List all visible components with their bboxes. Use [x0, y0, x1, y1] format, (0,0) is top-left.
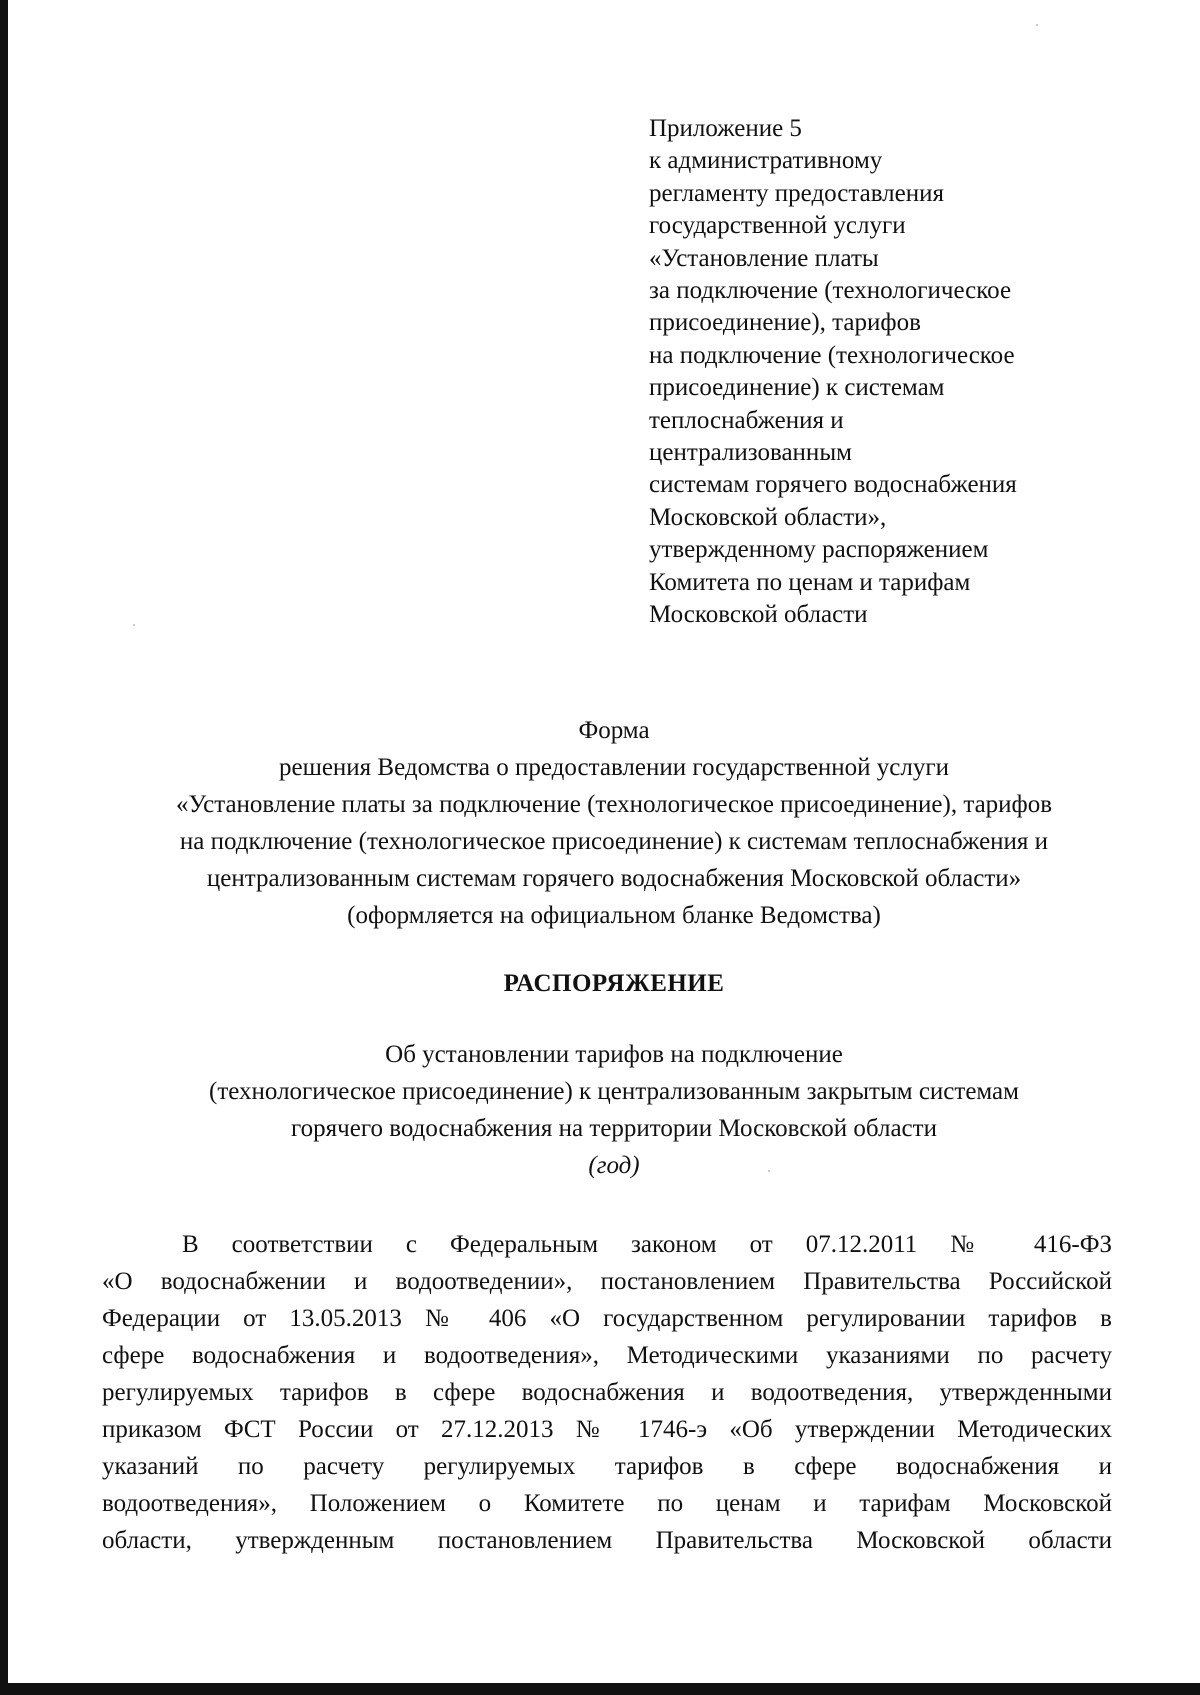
subject-year: (год) — [588, 1152, 640, 1179]
appendix-line: централизованным — [649, 439, 852, 467]
form-line: Форма — [578, 717, 650, 744]
appendix-line: утвержденному распоряжением — [649, 536, 989, 564]
appendix-note — [649, 113, 1109, 632]
scan-speck — [768, 1170, 770, 1172]
form-heading — [68, 712, 1160, 934]
form-line: решения Ведомства о предоставлении государственной услуги — [278, 754, 950, 781]
appendix-line: «Установление платы — [649, 244, 879, 272]
subject-line: горячего водоснабжения на территории Московской области — [291, 1115, 937, 1142]
appendix-line: Комитета по ценам и тарифам — [649, 568, 971, 596]
appendix-line: к административному — [649, 147, 883, 175]
subject-line: (технологическое присоединение) к централизованным закрытым системам — [209, 1078, 1019, 1105]
body-line: водоотведения», Положением о Комитете по ценам и тарифам Московской — [102, 1490, 1112, 1517]
body-line: сфере водоснабжения и водоотведения», Методическими указаниями по расчету — [102, 1342, 1112, 1369]
appendix-line: государственной услуги — [649, 212, 906, 240]
form-line: на подключение (технологическое присоединение) к системам теплоснабжения и — [179, 828, 1049, 855]
appendix-line: Московской области — [649, 601, 868, 629]
appendix-line: Московской области», — [649, 503, 887, 531]
body-line: регулируемых тарифов в сфере водоснабжения и водоотведения, утвержденными — [102, 1379, 1112, 1406]
appendix-line: за подключение (технологическое — [649, 277, 1012, 305]
form-line: (оформляется на официальном бланке Ведомства) — [347, 902, 881, 929]
appendix-line: теплоснабжения и — [649, 406, 844, 434]
form-line: централизованным системам горячего водоснабжения Московской области» — [206, 865, 1022, 892]
body-line: В соответствии с Федеральным законом от 07.12.2011 № 416-ФЗ — [182, 1231, 1112, 1258]
appendix-line: системам горячего водоснабжения — [649, 471, 1017, 499]
document-page — [8, 0, 1200, 1683]
appendix-line: на подключение (технологическое — [649, 341, 1015, 369]
appendix-line: присоединение), тарифов — [649, 309, 921, 337]
form-line: «Установление платы за подключение (технологическое присоединение), тарифов — [175, 791, 1053, 818]
appendix-line: регламенту предоставления — [649, 179, 945, 207]
body-line: приказом ФСТ России от 27.12.2013 № 1746-э «Об утверждении Методических — [102, 1416, 1112, 1443]
scan-speck — [1036, 24, 1038, 26]
body-line: Федерации от 13.05.2013 № 406 «О государственном регулировании тарифов в — [102, 1305, 1112, 1332]
document-body — [102, 1226, 1112, 1559]
body-line: указаний по расчету регулируемых тарифов в сфере водоснабжения и — [102, 1453, 1112, 1480]
document-subject — [68, 1036, 1160, 1184]
scan-speck — [133, 624, 135, 626]
appendix-line: присоединение) к системам — [649, 374, 945, 402]
appendix-line: Приложение 5 — [649, 115, 802, 142]
body-line: «О водоснабжении и водоотведении», постановлением Правительства Российской — [102, 1268, 1112, 1295]
document-title: РАСПОРЯЖЕНИЕ — [503, 970, 725, 997]
body-line: области, утвержденным постановлением Правительства Московской области — [102, 1527, 1112, 1554]
subject-line: Об установлении тарифов на подключение — [385, 1041, 843, 1068]
